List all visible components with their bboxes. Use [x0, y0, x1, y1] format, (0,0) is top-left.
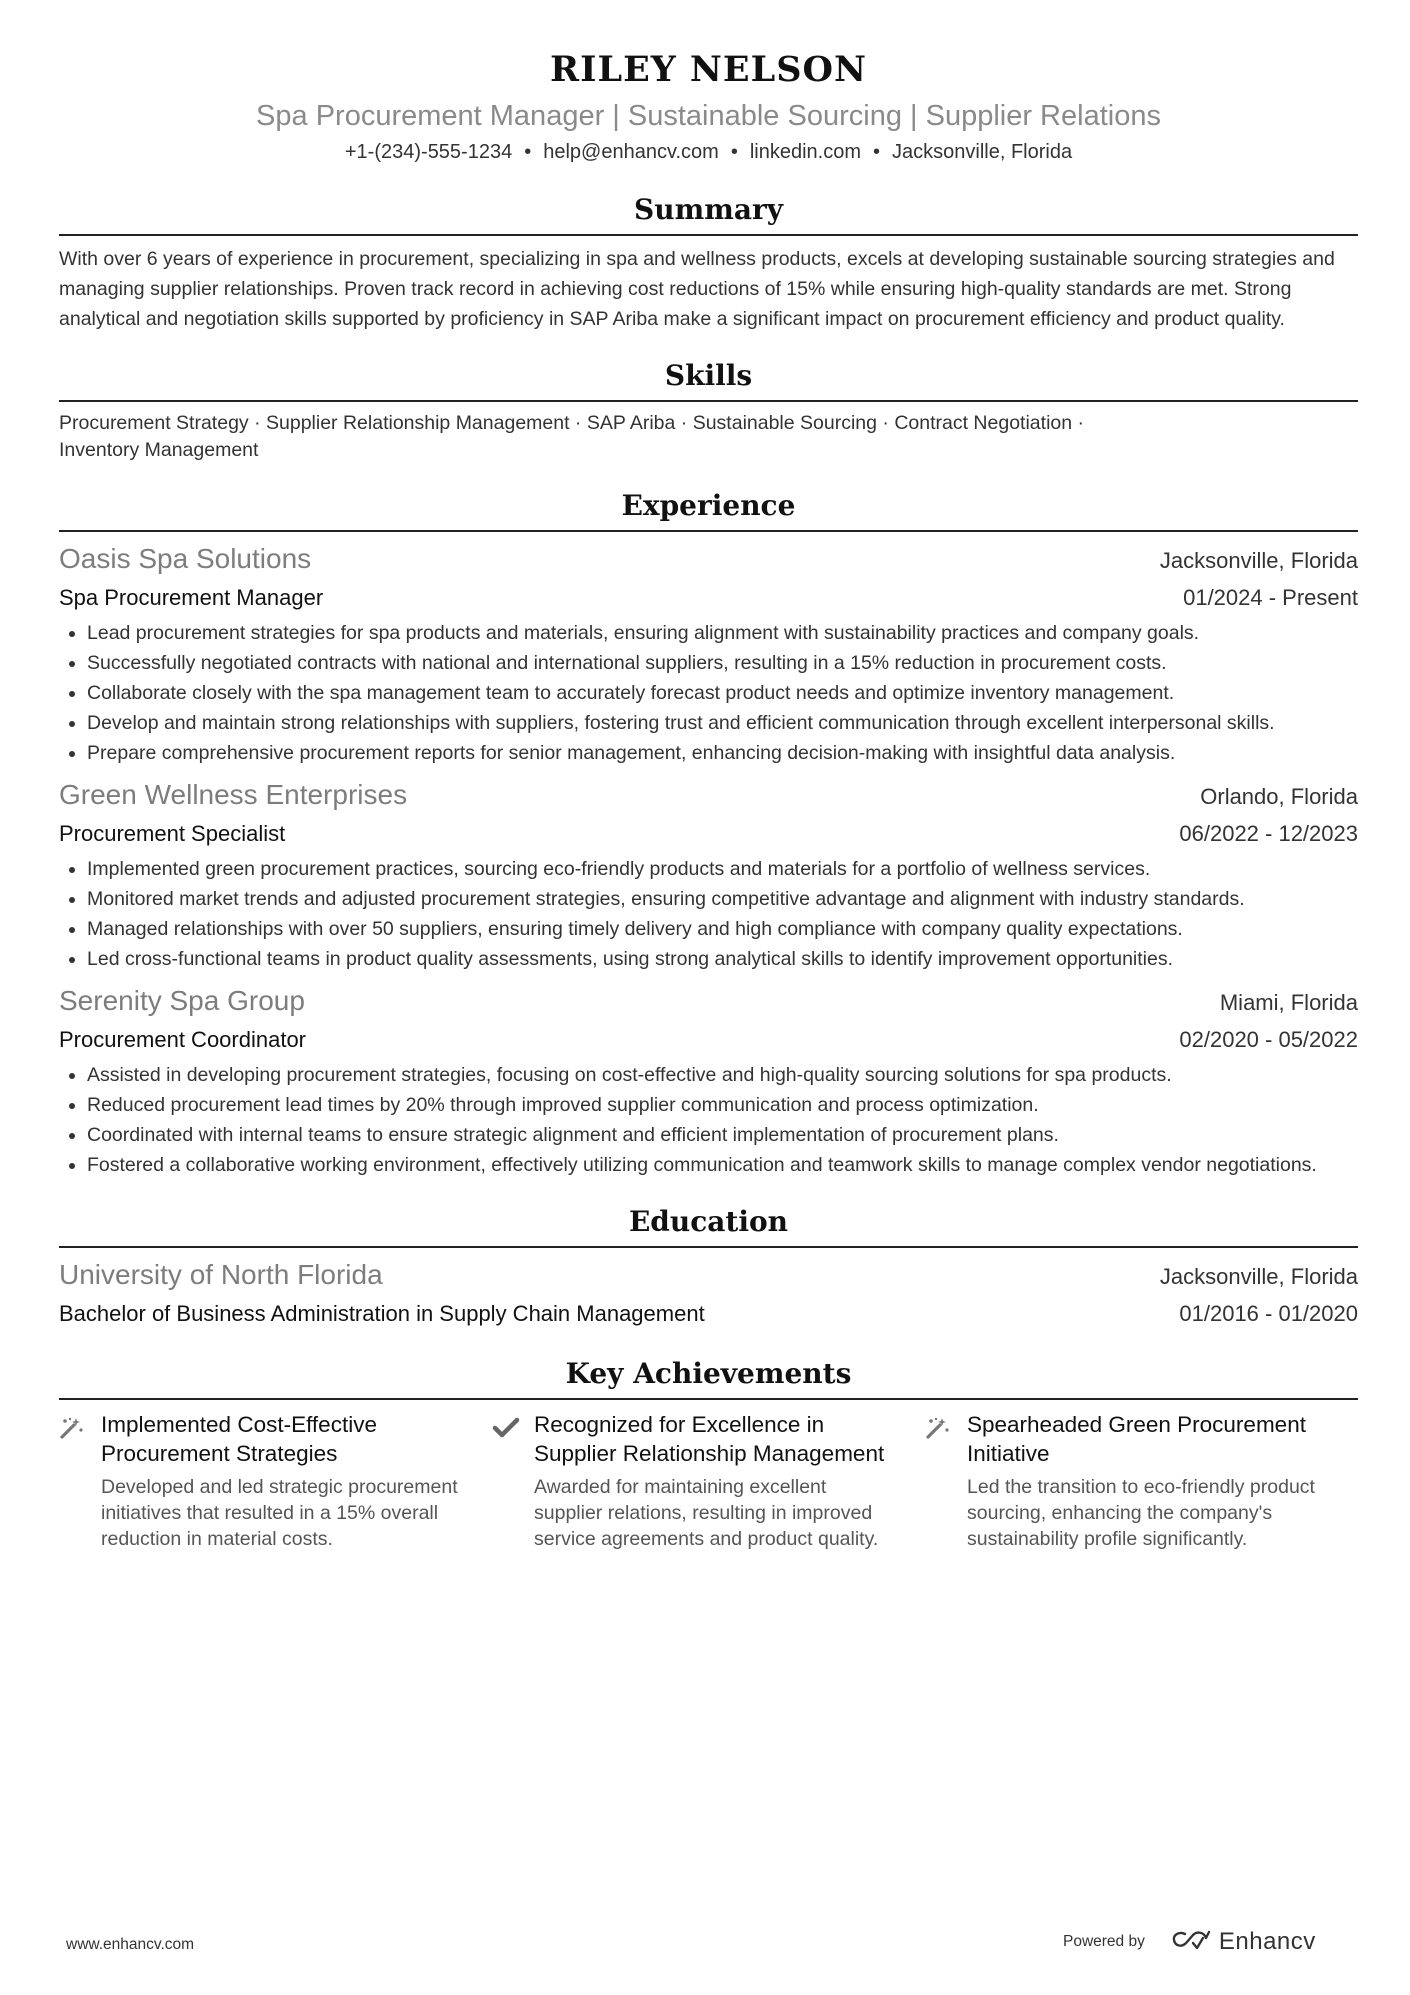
- achievement-title: Recognized for Excellence in Supplier Relationship Management: [534, 1412, 885, 1466]
- contact-line: [59, 138, 1358, 166]
- job-location: Miami, Florida: [1219, 990, 1358, 1015]
- company-name: Green Wellness Enterprises: [59, 779, 408, 810]
- separator-dot: •: [730, 141, 738, 163]
- achievement-item: [925, 1410, 1358, 1552]
- company-name: Serenity Spa Group: [59, 985, 305, 1016]
- separator-dot: •: [873, 141, 881, 163]
- bullet-item: • Monitored market trends and adjusted procurement strategies, ensuring competitive advantage and alignment with industry standards.: [87, 884, 1358, 914]
- magic-wand-icon: [59, 1410, 101, 1552]
- magic-wand-icon: [925, 1410, 967, 1552]
- skills-line: Inventory Management: [59, 439, 259, 461]
- bullet-item: • Led cross-functional teams in product quality assessments, using strong analytical skills to identify improvement opportunities.: [87, 944, 1358, 974]
- summary-text: With over 6 years of experience in procurement, specializing in spa and wellness products, excels at developing sustainable sourcing strategies and managing supplier relationships. Proven track record in achieving cost reductions of 15% while ensuring high-quality standards are met. Strong analytical and negotiation skills supported by proficiency in SAP Ariba make a significant impact on procurement efficiency and product quality.: [59, 248, 1335, 330]
- school-name: University of North Florida: [59, 1259, 383, 1290]
- education-heading: Education: [59, 1202, 1358, 1248]
- achievement-item: [59, 1410, 492, 1552]
- achievement-description: Led the transition to eco-friendly product sourcing, enhancing the company's sustainability profile significantly.: [967, 1476, 1315, 1550]
- bullet-item: • Collaborate closely with the spa management team to accurately forecast product needs and optimize inventory management.: [87, 678, 1358, 708]
- email-link[interactable]: help@enhancv.com: [543, 141, 719, 163]
- bullet-item: • Coordinated with internal teams to ensure strategic alignment and efficient implementation of procurement plans.: [87, 1120, 1358, 1150]
- checkmark-icon: [492, 1410, 534, 1552]
- summary-heading: Summary: [59, 190, 1358, 236]
- job-title: Spa Procurement Manager: [59, 585, 324, 610]
- bullet-item: • Reduced procurement lead times by 20% through improved supplier communication and process optimization.: [87, 1090, 1358, 1120]
- achievement-title: Implemented Cost-Effective Procurement Strategies: [101, 1412, 377, 1466]
- bullet-item: • Fostered a collaborative working environment, effectively utilizing communication and teamwork skills to manage complex vendor negotiations.: [87, 1150, 1358, 1180]
- footer-branding: [1063, 1928, 1316, 1956]
- achievements-heading: Key Achievements: [59, 1354, 1358, 1400]
- bullet-item: • Develop and maintain strong relationships with suppliers, fostering trust and efficient communication through excellent interpersonal skills.: [87, 708, 1358, 738]
- achievement-title: Spearheaded Green Procurement Initiative: [967, 1412, 1306, 1466]
- bullet-list: [59, 1060, 1358, 1180]
- separator-dot: •: [524, 141, 532, 163]
- header: [59, 44, 1358, 166]
- experience-entry: [59, 776, 1358, 974]
- tagline: Spa Procurement Manager | Sustainable Sourcing | Supplier Relations: [256, 100, 1161, 132]
- job-location: Orlando, Florida: [1200, 784, 1358, 809]
- footer-website-link[interactable]: www.enhancv.com: [66, 1936, 195, 1953]
- location: Jacksonville, Florida: [892, 141, 1073, 163]
- job-dates: 06/2022 - 12/2023: [1179, 821, 1358, 846]
- job-title: Procurement Specialist: [59, 821, 286, 846]
- degree: Bachelor of Business Administration in Supply Chain Management: [59, 1301, 705, 1326]
- job-location: Jacksonville, Florida: [1159, 548, 1358, 573]
- education-entry: [59, 1256, 1358, 1332]
- skills-line: Procurement Strategy · Supplier Relationship Management · SAP Ariba · Sustainable Sourcing · Contract Negotiation ·: [59, 412, 1084, 434]
- experience-heading: Experience: [59, 486, 1358, 532]
- linkedin-link[interactable]: linkedin.com: [749, 141, 862, 163]
- job-title: Procurement Coordinator: [59, 1027, 307, 1052]
- bullet-item: • Prepare comprehensive procurement reports for senior management, enhancing decision-making with insightful data analysis.: [87, 738, 1358, 768]
- bullet-item: • Assisted in developing procurement strategies, focusing on cost-effective and high-quality sourcing solutions for spa products.: [87, 1060, 1358, 1090]
- enhancv-logo-icon: [1171, 1929, 1211, 1956]
- experience-entry: [59, 982, 1358, 1180]
- company-name: Oasis Spa Solutions: [59, 543, 312, 574]
- candidate-name: RILEY NELSON: [550, 49, 867, 90]
- achievements-grid: [59, 1410, 1358, 1552]
- brand-name: Enhancv: [1218, 1928, 1316, 1955]
- experience-entry: [59, 540, 1358, 768]
- powered-by-label: Powered by: [1063, 1933, 1145, 1950]
- bullet-list: [59, 618, 1358, 768]
- education-dates: 01/2016 - 01/2020: [1179, 1301, 1358, 1326]
- bullet-item: • Lead procurement strategies for spa products and materials, ensuring alignment with sustainability practices and company goals.: [87, 618, 1358, 648]
- bullet-item: • Implemented green procurement practices, sourcing eco-friendly products and materials for a portfolio of wellness services.: [87, 854, 1358, 884]
- bullet-list: [59, 854, 1358, 974]
- bullet-item: • Successfully negotiated contracts with national and international suppliers, resulting in a 15% reduction in procurement costs.: [87, 648, 1358, 678]
- job-dates: 01/2024 - Present: [1183, 585, 1358, 610]
- phone: +1-(234)-555-1234: [344, 141, 513, 163]
- skills-heading: Skills: [59, 356, 1358, 402]
- resume-content: [59, 44, 1358, 1552]
- achievement-description: Awarded for maintaining excellent supplier relations, resulting in improved service agreements and product quality.: [534, 1476, 879, 1550]
- bullet-item: • Managed relationships with over 50 suppliers, ensuring timely delivery and high compliance with company quality expectations.: [87, 914, 1358, 944]
- school-location: Jacksonville, Florida: [1159, 1264, 1358, 1289]
- achievement-item: [492, 1410, 925, 1552]
- skills-list: [59, 410, 1358, 464]
- achievement-description: Developed and led strategic procurement initiatives that resulted in a 15% overall reduction in material costs.: [101, 1476, 458, 1550]
- job-dates: 02/2020 - 05/2022: [1179, 1027, 1358, 1052]
